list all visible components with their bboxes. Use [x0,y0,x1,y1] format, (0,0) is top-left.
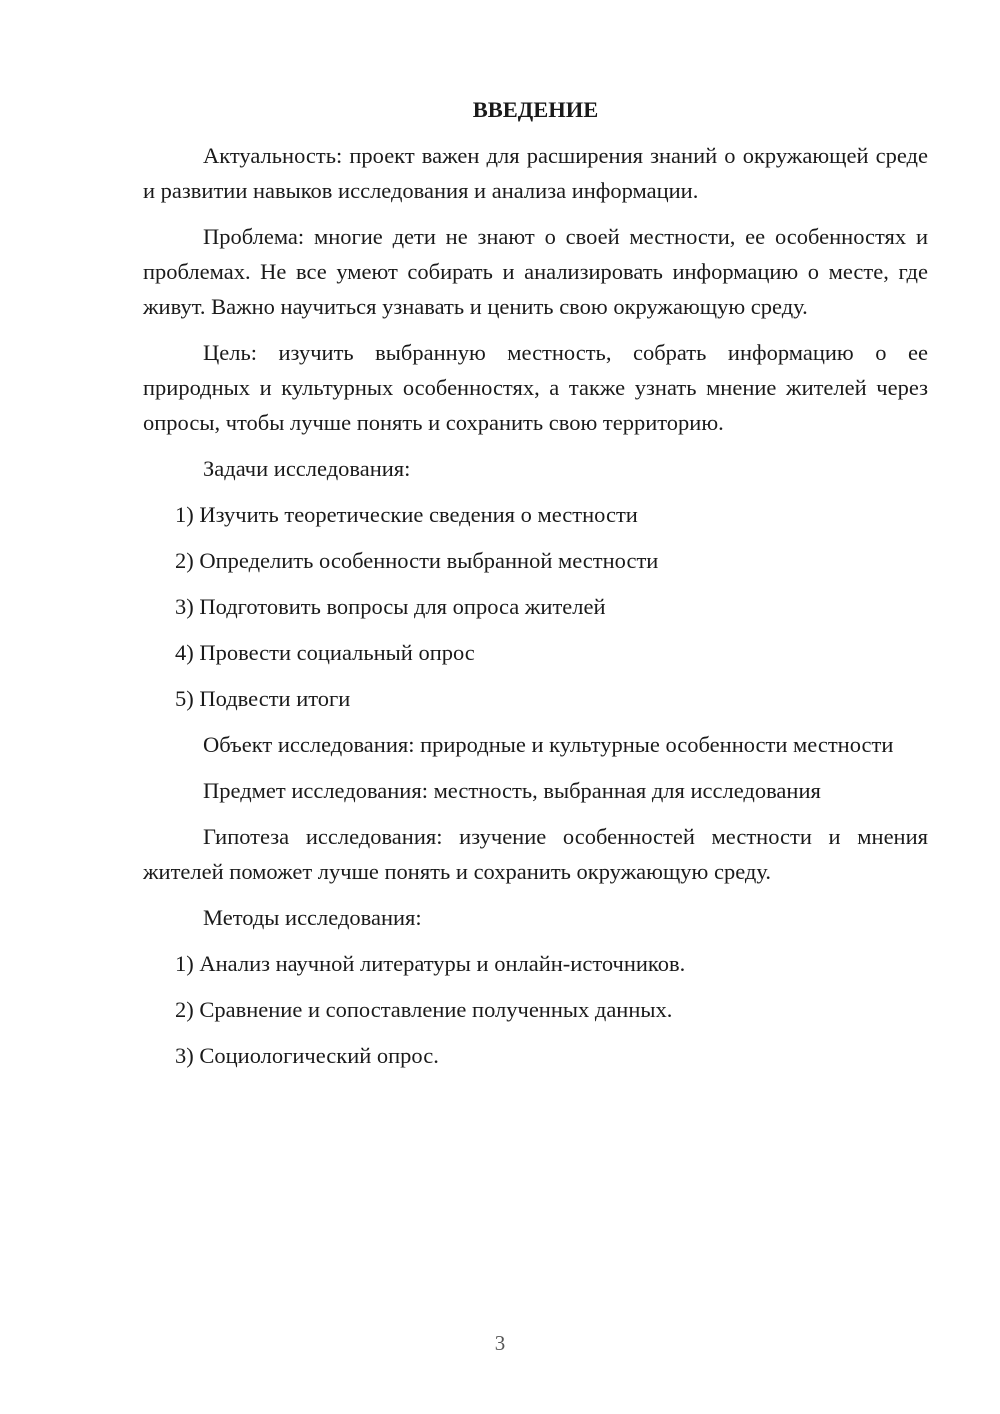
methods-list [143,946,928,1073]
list-item: 4) Провести социальный опрос [175,640,475,665]
tasks-list [143,497,928,716]
list-item: 2) Сравнение и сопоставление полученных данных. [175,997,673,1022]
list-item: 3) Подготовить вопросы для опроса жителей [175,594,606,619]
list-item: 1) Изучить теоретические сведения о местности [175,502,638,527]
object-paragraph: Объект исследования: природные и культурные особенности местности [203,732,894,757]
list-item: 1) Анализ научной литературы и онлайн-источников. [175,951,686,976]
list-item: 5) Подвести итоги [175,686,351,711]
hypothesis-paragraph: Гипотеза исследования: изучение особенностей местности и мнения жителей поможет лучше понять и сохранить окружающую среду. [143,824,928,884]
document-page [143,92,928,1084]
subject-paragraph: Предмет исследования: местность, выбранная для исследования [203,778,821,803]
section-title: ВВЕДЕНИЕ [472,97,599,122]
goal-paragraph: Цель: изучить выбранную местность, собрать информацию о ее природных и культурных особенностях, а также узнать мнение жителей через опросы, чтобы лучше понять и сохранить свою территорию. [143,340,928,435]
tasks-heading: Задачи исследования: [203,456,411,481]
problem-paragraph: Проблема: многие дети не знают о своей местности, ее особенностях и проблемах. Не все умеют собирать и анализировать информацию о месте, где живут. Важно научиться узнавать и ценить свою окружающую среду. [143,224,928,319]
list-item: 2) Определить особенности выбранной местности [175,548,659,573]
relevance-paragraph: Актуальность: проект важен для расширения знаний о окружающей среде и развитии навыков исследования и анализа информации. [143,143,928,203]
list-item: 3) Социологический опрос. [175,1043,439,1068]
page-number: 3 [494,1331,506,1355]
methods-heading: Методы исследования: [203,905,422,930]
